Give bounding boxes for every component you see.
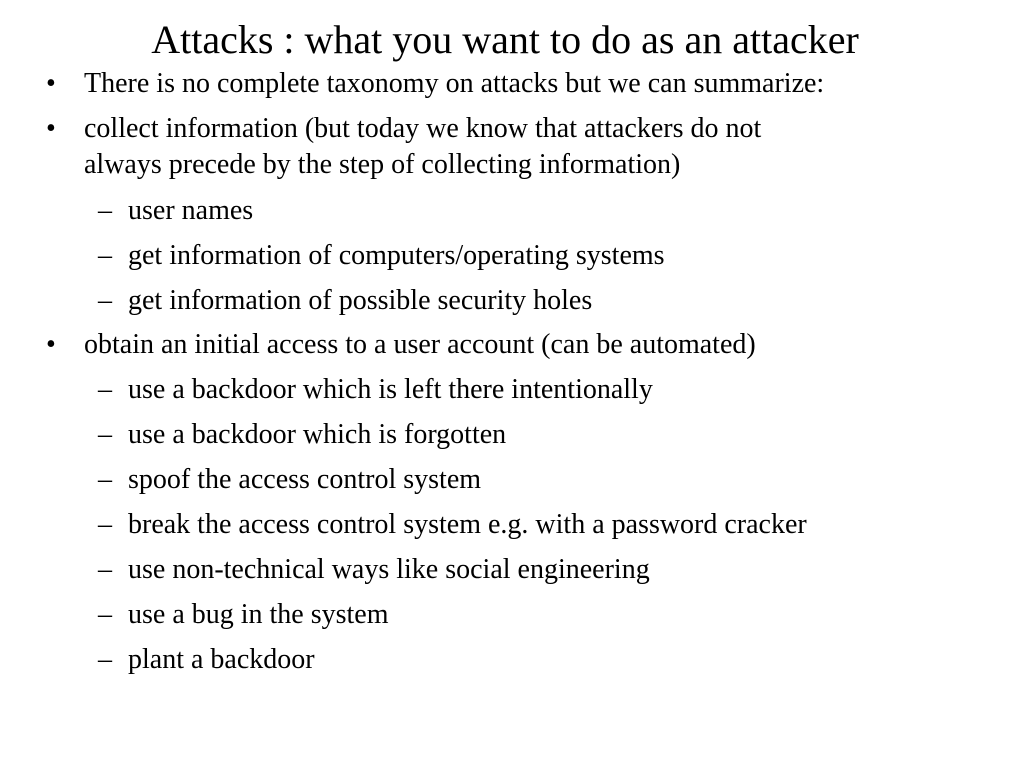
bullet-text: There is no complete taxonomy on attacks but we can summarize: — [84, 68, 825, 99]
sub-bullet-text: use a bug in the system — [128, 599, 389, 630]
bullet-marker: • — [46, 329, 56, 360]
sub-bullet-text: use a backdoor which is left there intentionally — [128, 374, 653, 405]
sub-bullet-text: spoof the access control system — [128, 464, 482, 495]
bullet-marker: • — [46, 113, 56, 144]
sub-bullet-text: get information of computers/operating systems — [128, 240, 665, 271]
bullet-text: always precede by the step of collecting information) — [84, 149, 681, 180]
sub-bullet-text: use non-technical ways like social engineering — [128, 554, 650, 585]
sub-bullet-marker: – — [98, 554, 112, 585]
bullet-text: obtain an initial access to a user account (can be automated) — [84, 329, 756, 360]
bullet-text: collect information (but today we know that attackers do not — [84, 113, 762, 144]
sub-bullet-text: break the access control system e.g. with a password cracker — [128, 509, 807, 540]
sub-bullet-text: user names — [128, 195, 254, 226]
sub-bullet-text: get information of possible security holes — [128, 285, 593, 316]
sub-bullet-marker: – — [98, 509, 112, 540]
sub-bullet-marker: – — [98, 599, 112, 630]
sub-bullet-marker: – — [98, 374, 112, 405]
bullet-marker: • — [46, 68, 56, 99]
sub-bullet-marker: – — [98, 419, 112, 450]
sub-bullet-marker: – — [98, 240, 112, 271]
sub-bullet-marker: – — [98, 195, 112, 226]
sub-bullet-text: plant a backdoor — [128, 644, 315, 675]
sub-bullet-marker: – — [98, 644, 112, 675]
sub-bullet-text: use a backdoor which is forgotten — [128, 419, 507, 450]
sub-bullet-marker: – — [98, 464, 112, 495]
sub-bullet-marker: – — [98, 285, 112, 316]
slide-title: Attacks : what you want to do as an attacker — [151, 17, 859, 62]
